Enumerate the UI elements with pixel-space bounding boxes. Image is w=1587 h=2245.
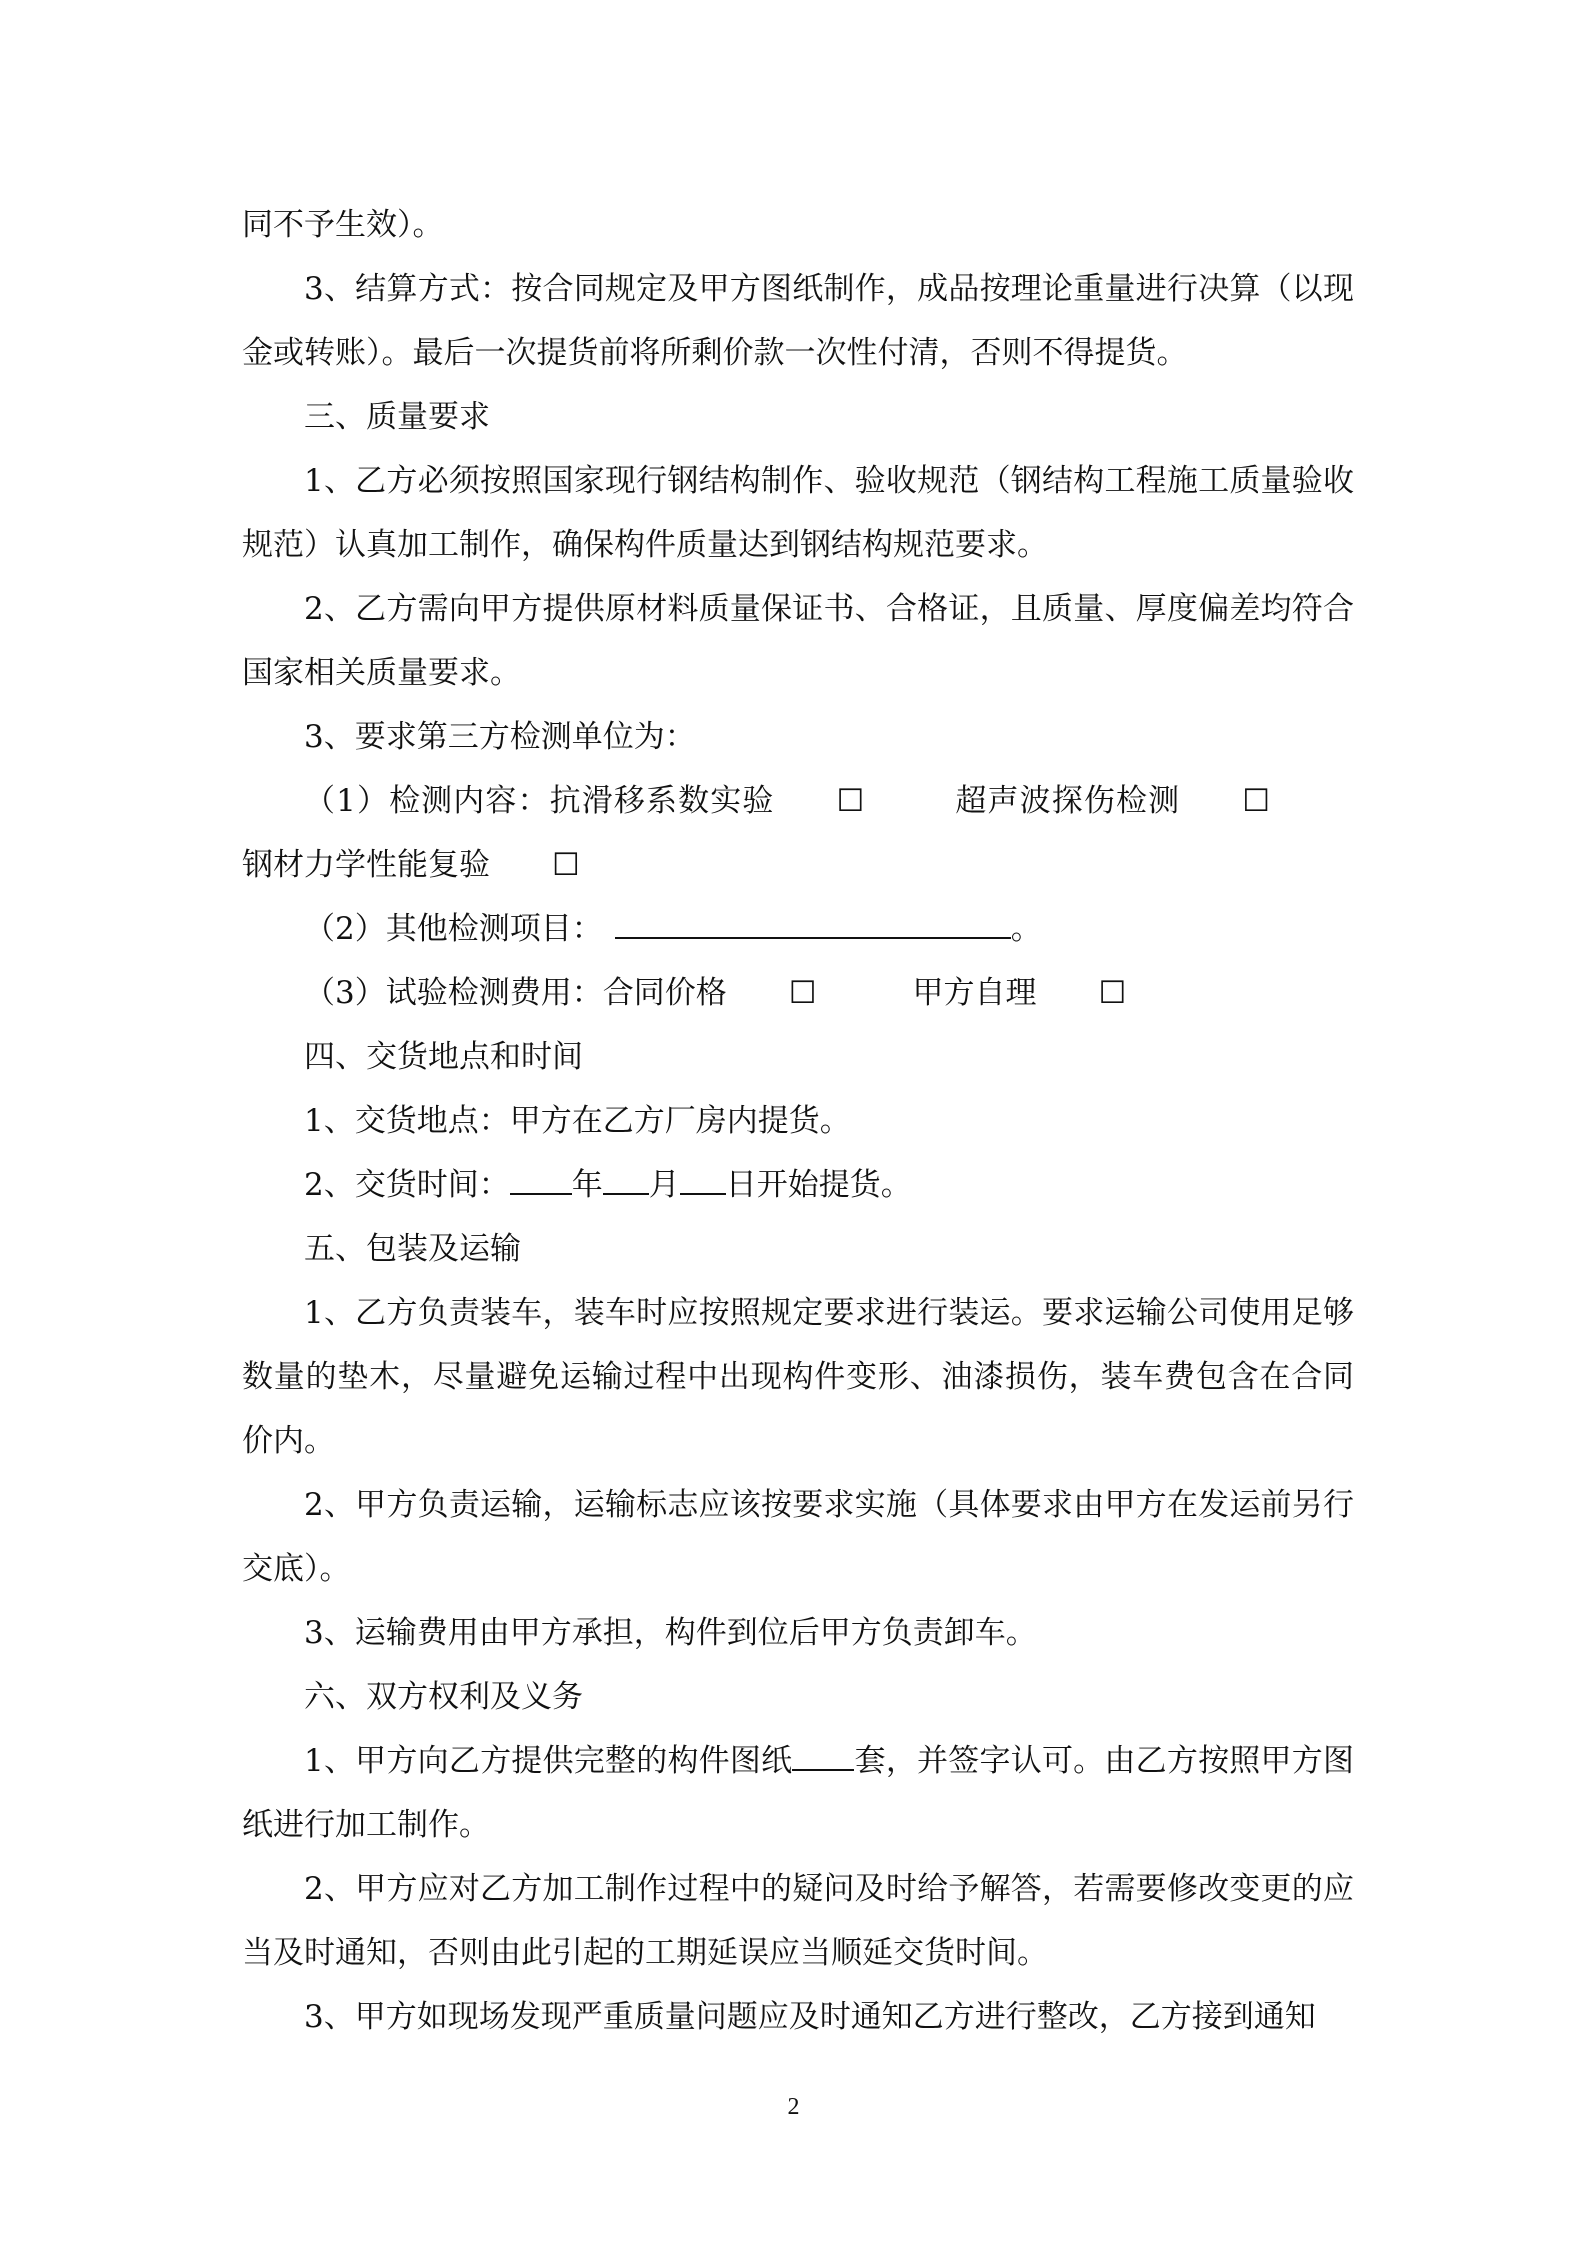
paragraph-rights-2: 2、甲方应对乙方加工制作过程中的疑问及时给予解答，若需要修改变更的应当及时通知，否则由此引起的工期延误应当顺延交货时间。 <box>242 1871 1354 1971</box>
month-blank[interactable] <box>603 1163 649 1195</box>
day-label: 日开始提货。 <box>725 1167 912 1203</box>
paragraph-quality-3: 3、要求第三方检测单位为： <box>304 719 696 755</box>
paragraph-rights-1 <box>242 1729 1354 1857</box>
paragraph-settlement: 3、结算方式：按合同规定及甲方图纸制作，成品按理论重量进行决算（以现金或转账）。最后一次提货前将所剩价款一次性付清，否则不得提货。 <box>242 271 1354 371</box>
checkbox-ultrasonic[interactable]: ☐ <box>1242 783 1270 819</box>
paragraph-transport-2: 2、甲方负责运输，运输标志应该按要求实施（具体要求由甲方在发运前另行交底）。 <box>242 1487 1354 1587</box>
checkbox-contract-price[interactable]: ☐ <box>788 975 817 1011</box>
steel-mechanical-label: 钢材力学性能复验 <box>242 847 490 883</box>
drawings-rest: 套，并签字认可。由乙方按照甲方图纸进行加工制作。 <box>242 1743 1354 1843</box>
other-inspection-label: （2）其他检测项目： <box>304 911 603 947</box>
period: 。 <box>1010 911 1042 947</box>
checkbox-party-a-self[interactable]: ☐ <box>1098 975 1127 1011</box>
other-inspection-blank[interactable] <box>615 907 1011 939</box>
party-a-self-label: 甲方自理 <box>912 975 1037 1011</box>
inspection-fee-label: （3）试验检测费用：合同价格 <box>304 975 727 1011</box>
page-number: 2 <box>787 2094 800 2120</box>
section-heading-quality: 三、质量要求 <box>304 399 490 435</box>
checkbox-steel-mechanical[interactable]: ☐ <box>552 847 580 883</box>
day-blank[interactable] <box>680 1163 726 1195</box>
paragraph-delivery-time <box>242 1153 1354 1217</box>
paragraph-rights-3: 3、甲方如现场发现严重质量问题应及时通知乙方进行整改，乙方接到通知 <box>304 1999 1316 2035</box>
paragraph-delivery-place: 1、交货地点：甲方在乙方厂房内提货。 <box>304 1103 851 1139</box>
paragraph-transport-1: 1、乙方负责装车，装车时应按照规定要求进行装运。要求运输公司使用足够数量的垫木，尽量避免运输过程中出现构件变形、油漆损伤，装车费包含在合同价内。 <box>242 1295 1354 1459</box>
year-blank[interactable] <box>510 1163 572 1195</box>
year-label: 年 <box>571 1167 603 1203</box>
paragraph-inspection-content <box>242 769 1354 897</box>
inspection-content-label: （1）检测内容：抗滑移系数实验 <box>304 783 775 819</box>
month-label: 月 <box>648 1167 680 1203</box>
paragraph-transport-3: 3、运输费用由甲方承担，构件到位后甲方负责卸车。 <box>304 1615 1037 1651</box>
paragraph: 同不予生效）。 <box>242 207 444 243</box>
drawings-label: 1、甲方向乙方提供完整的构件图纸 <box>304 1743 793 1779</box>
document-body <box>242 193 1354 2049</box>
section-heading-transport: 五、包装及运输 <box>304 1231 521 1267</box>
paragraph-inspection-fee <box>242 961 1354 1025</box>
ultrasonic-label: 超声波探伤检测 <box>954 783 1181 819</box>
checkbox-slip-test[interactable]: ☐ <box>836 783 865 819</box>
paragraph-quality-1: 1、乙方必须按照国家现行钢结构制作、验收规范（钢结构工程施工质量验收规范）认真加工制作，确保构件质量达到钢结构规范要求。 <box>242 463 1354 563</box>
sets-blank[interactable] <box>792 1739 854 1771</box>
paragraph-other-inspection <box>242 897 1354 961</box>
paragraph-quality-2: 2、乙方需向甲方提供原材料质量保证书、合格证，且质量、厚度偏差均符合国家相关质量要求。 <box>242 591 1354 691</box>
delivery-time-label: 2、交货时间： <box>304 1167 510 1203</box>
section-heading-delivery: 四、交货地点和时间 <box>304 1039 583 1075</box>
section-heading-rights: 六、双方权利及义务 <box>304 1679 583 1715</box>
